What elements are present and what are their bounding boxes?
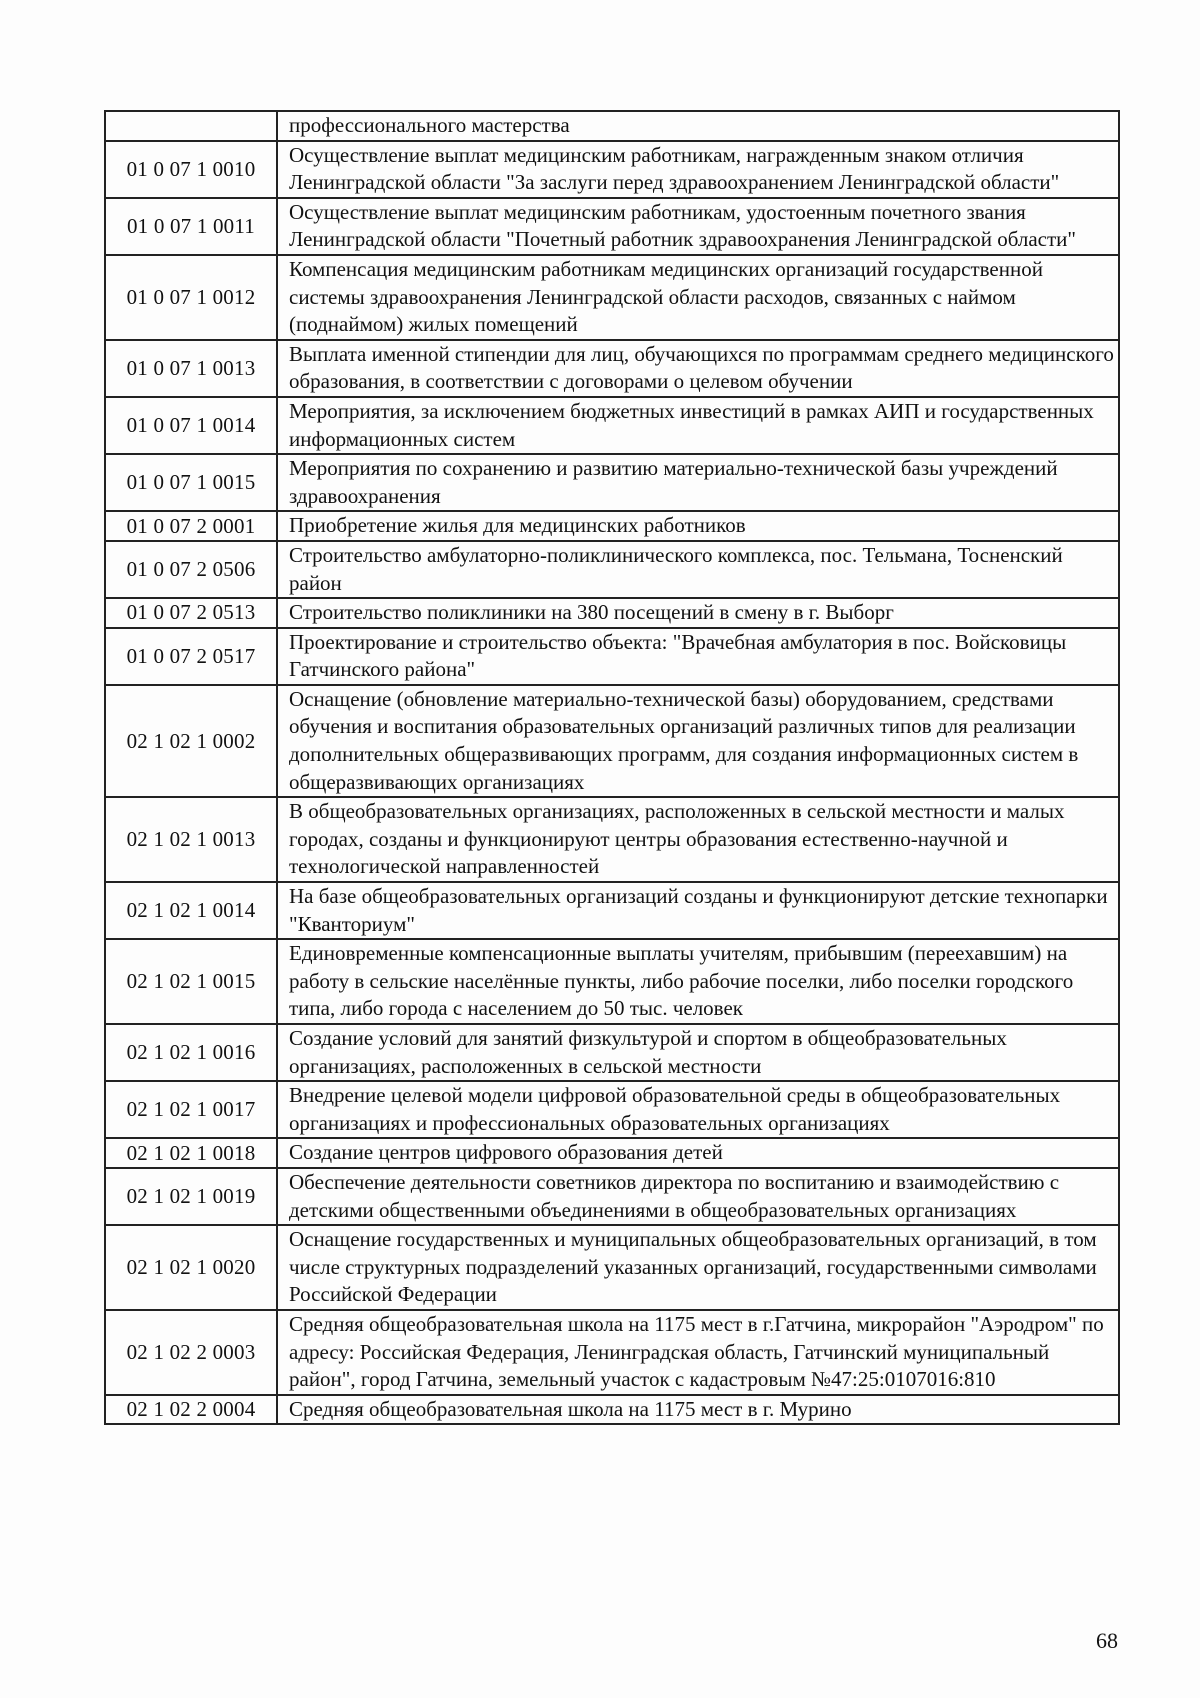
target-code-cell: 02 1 02 1 0016 [105, 1024, 277, 1081]
description-cell: Приобретение жилья для медицинских работников [277, 511, 1119, 541]
description-cell: Проектирование и строительство объекта: "Врачебная амбулатория в пос. Войсковицы Гатчинского района" [277, 628, 1119, 685]
table-row [105, 340, 1119, 397]
table-row [105, 1168, 1119, 1225]
target-code-cell: 02 1 02 1 0018 [105, 1138, 277, 1168]
target-code-cell: 02 1 02 1 0015 [105, 939, 277, 1024]
target-code-cell: 01 0 07 1 0012 [105, 255, 277, 340]
target-code-cell: 01 0 07 2 0506 [105, 541, 277, 598]
description-cell: Средняя общеобразовательная школа на 1175 мест в г.Гатчина, микрорайон "Аэродром" по адресу: Российская Федерация, Ленинградская область, Гатчинский муниципальный район", город Гатчина, земельный участок с кадастровым №47:25:0107016:810 [277, 1310, 1119, 1395]
target-code-cell: 01 0 07 2 0517 [105, 628, 277, 685]
description-cell: Осуществление выплат медицинским работникам, награжденным знаком отличия Ленинградской области "За заслуги перед здравоохранением Ленинградской области" [277, 141, 1119, 198]
description-cell: Мероприятия, за исключением бюджетных инвестиций в рамках АИП и государственных информационных систем [277, 397, 1119, 454]
table-row [105, 397, 1119, 454]
target-code-cell: 02 1 02 1 0019 [105, 1168, 277, 1225]
table-row [105, 1310, 1119, 1395]
description-cell: На базе общеобразовательных организаций созданы и функционируют детские технопарки "Кванториум" [277, 882, 1119, 939]
description-cell: Оснащение государственных и муниципальных общеобразовательных организаций, в том числе структурных подразделений указанных организаций, государственными символами Российской Федерации [277, 1225, 1119, 1310]
target-code-cell: 01 0 07 1 0015 [105, 454, 277, 511]
description-cell: Внедрение целевой модели цифровой образовательной среды в общеобразовательных организациях и профессиональных образовательных организациях [277, 1081, 1119, 1138]
table-row [105, 939, 1119, 1024]
table-row [105, 511, 1119, 541]
target-code-cell: 01 0 07 2 0513 [105, 598, 277, 628]
table-row [105, 1024, 1119, 1081]
table-row [105, 598, 1119, 628]
table-row [105, 1395, 1119, 1425]
target-code-cell: 01 0 07 1 0013 [105, 340, 277, 397]
target-code-cell: 02 1 02 1 0013 [105, 797, 277, 882]
table-row [105, 541, 1119, 598]
target-code-cell: 01 0 07 1 0010 [105, 141, 277, 198]
target-code-cell: 02 1 02 1 0020 [105, 1225, 277, 1310]
table-row [105, 255, 1119, 340]
description-cell: Осуществление выплат медицинским работникам, удостоенным почетного звания Ленинградской области "Почетный работник здравоохранения Ленинградской области" [277, 198, 1119, 255]
table-row [105, 111, 1119, 141]
target-code-cell: 01 0 07 2 0001 [105, 511, 277, 541]
description-cell: Создание условий для занятий физкультурой и спортом в общеобразовательных организациях, расположенных в сельской местности [277, 1024, 1119, 1081]
table-row [105, 198, 1119, 255]
target-code-cell: 01 0 07 1 0011 [105, 198, 277, 255]
description-cell: Оснащение (обновление материально-технической базы) оборудованием, средствами обучения и воспитания образовательных организаций различных типов для реализации дополнительных общеразвивающих программ, для создания информационных систем в общеразвивающих организациях [277, 685, 1119, 797]
description-cell: профессионального мастерства [277, 111, 1119, 141]
table-row [105, 1225, 1119, 1310]
budget-classification-table [104, 110, 1120, 1425]
target-code-cell: 02 1 02 1 0014 [105, 882, 277, 939]
table-row [105, 1081, 1119, 1138]
table-row [105, 882, 1119, 939]
page-number: 68 [1096, 1628, 1118, 1653]
description-cell: Мероприятия по сохранению и развитию материально-технической базы учреждений здравоохранения [277, 454, 1119, 511]
table-row [105, 454, 1119, 511]
target-code-cell: 01 0 07 1 0014 [105, 397, 277, 454]
table-body [105, 111, 1119, 1424]
target-code-cell: 02 1 02 1 0017 [105, 1081, 277, 1138]
description-cell: Создание центров цифрового образования детей [277, 1138, 1119, 1168]
description-cell: Строительство поликлиники на 380 посещений в смену в г. Выборг [277, 598, 1119, 628]
description-cell: Выплата именной стипендии для лиц, обучающихся по программам среднего медицинского образования, в соответствии с договорами о целевом обучении [277, 340, 1119, 397]
description-cell: Компенсация медицинским работникам медицинских организаций государственной системы здравоохранения Ленинградской области расходов, связанных с наймом (поднаймом) жилых помещений [277, 255, 1119, 340]
description-cell: Обеспечение деятельности советников директора по воспитанию и взаимодействию с детскими общественными объединениями в общеобразовательных организациях [277, 1168, 1119, 1225]
description-cell: В общеобразовательных организациях, расположенных в сельской местности и малых городах, созданы и функционируют центры образования естественно-научной и технологической направленностей [277, 797, 1119, 882]
table-row [105, 628, 1119, 685]
table-row [105, 141, 1119, 198]
description-cell: Средняя общеобразовательная школа на 1175 мест в г. Мурино [277, 1395, 1119, 1425]
target-code-cell [105, 111, 277, 141]
table-row [105, 685, 1119, 797]
target-code-cell: 02 1 02 2 0003 [105, 1310, 277, 1395]
target-code-cell: 02 1 02 2 0004 [105, 1395, 277, 1425]
description-cell: Единовременные компенсационные выплаты учителям, прибывшим (переехавшим) на работу в сельские населённые пункты, либо рабочие поселки, либо поселки городского типа, либо города с населением до 50 тыс. человек [277, 939, 1119, 1024]
table-row [105, 797, 1119, 882]
table-row [105, 1138, 1119, 1168]
target-code-cell: 02 1 02 1 0002 [105, 685, 277, 797]
description-cell: Строительство амбулаторно-поликлинического комплекса, пос. Тельмана, Тосненский район [277, 541, 1119, 598]
